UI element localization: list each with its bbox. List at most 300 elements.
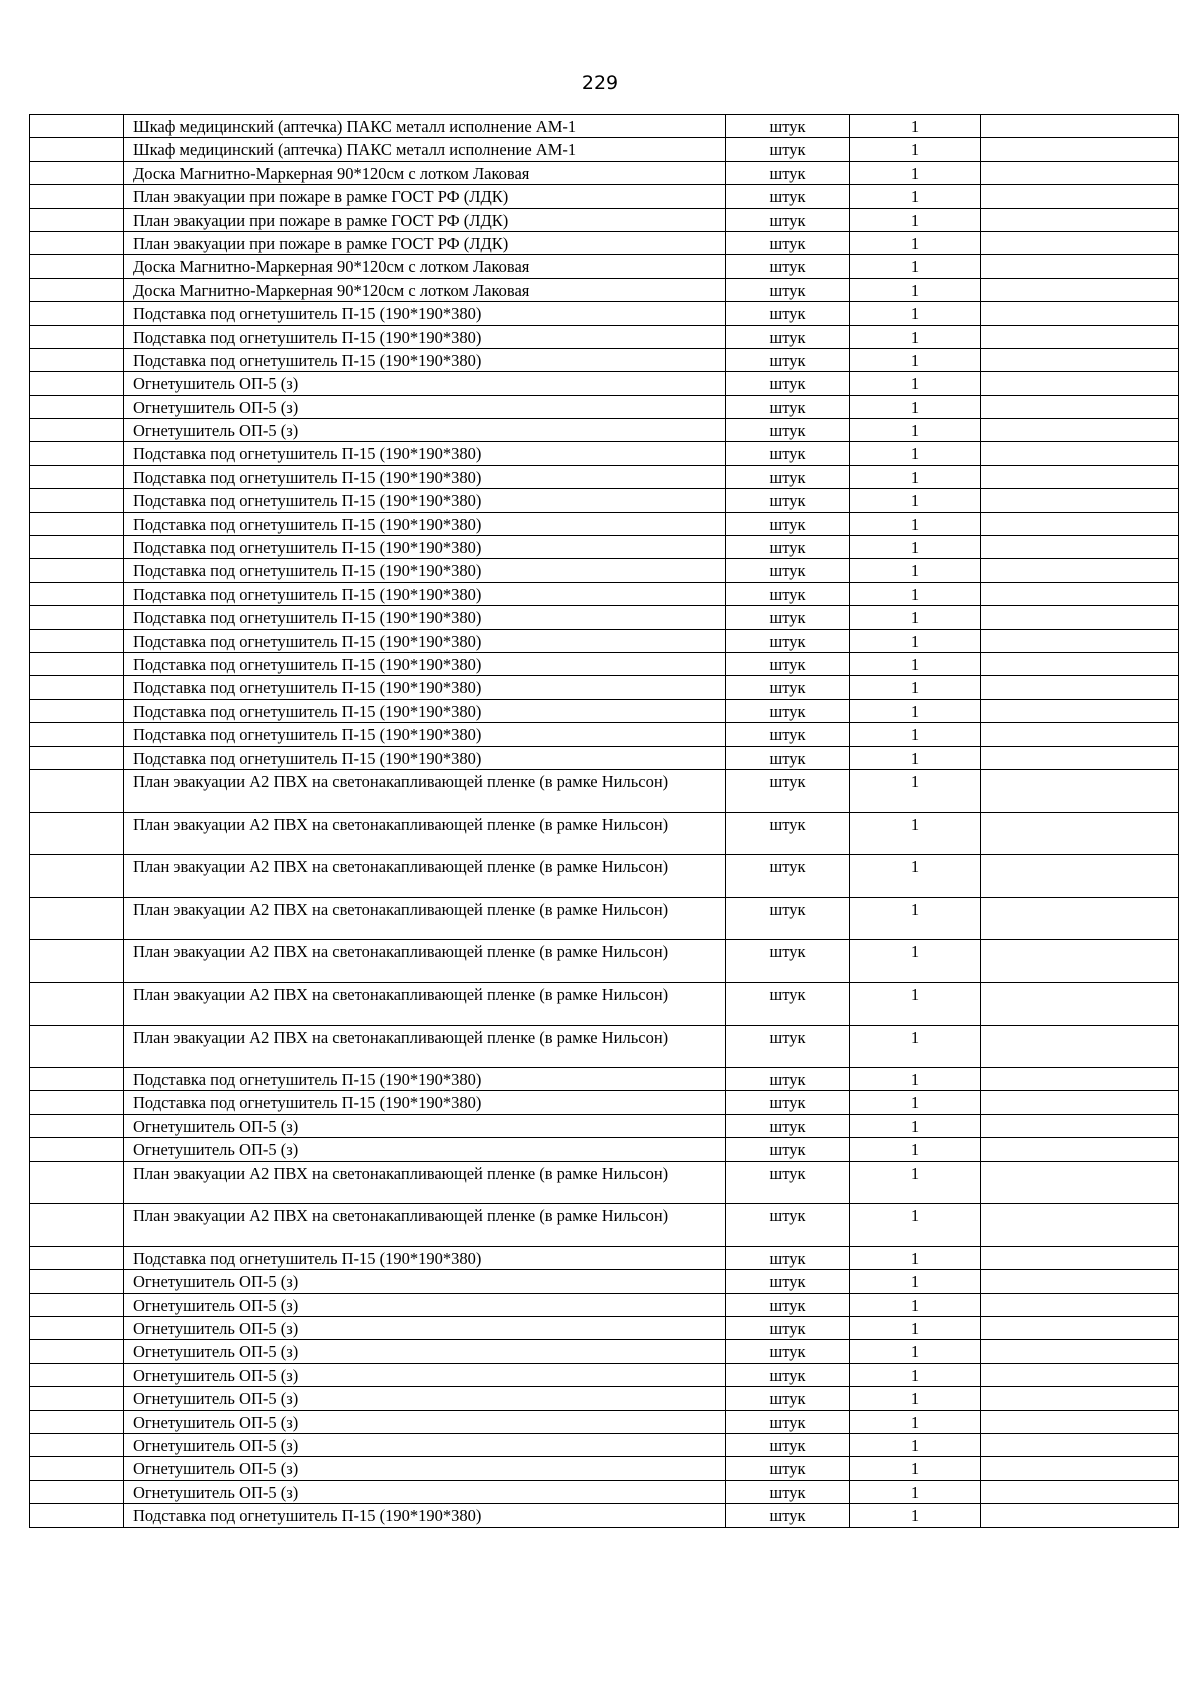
- item-quantity-text: 1: [910, 257, 920, 277]
- row-number-cell: [30, 1068, 124, 1091]
- item-name-cell: [124, 559, 726, 582]
- item-unit-text: штук: [769, 467, 806, 487]
- item-quantity-cell: [850, 395, 981, 418]
- item-quantity-cell: [850, 1161, 981, 1204]
- row-number-cell: [30, 723, 124, 746]
- item-unit-text: штук: [769, 984, 806, 1004]
- item-note-cell: [981, 769, 1179, 812]
- item-quantity-cell: [850, 940, 981, 983]
- item-name-cell: [124, 1161, 726, 1204]
- table-row: [30, 940, 1179, 983]
- item-unit-cell: [726, 419, 850, 442]
- row-number-cell: [30, 138, 124, 161]
- row-number-cell: [30, 231, 124, 254]
- table-row: [30, 1246, 1179, 1269]
- table-row: [30, 1091, 1179, 1114]
- item-unit-text: штук: [769, 748, 806, 768]
- table-row: [30, 699, 1179, 722]
- row-number-cell: [30, 652, 124, 675]
- item-note-cell: [981, 1204, 1179, 1247]
- row-number-cell: [30, 559, 124, 582]
- item-unit-cell: [726, 115, 850, 138]
- table-row: [30, 302, 1179, 325]
- item-note-cell: [981, 1138, 1179, 1161]
- item-unit-cell: [726, 138, 850, 161]
- item-quantity-text: 1: [910, 654, 920, 674]
- item-name-cell: [124, 255, 726, 278]
- item-quantity-cell: [850, 559, 981, 582]
- item-name-text: Подставка под огнетушитель П-15 (190*190*380): [133, 467, 482, 487]
- item-quantity-cell: [850, 855, 981, 898]
- item-note-cell: [981, 1363, 1179, 1386]
- item-quantity-cell: [850, 606, 981, 629]
- table-row: [30, 1293, 1179, 1316]
- item-quantity-cell: [850, 278, 981, 301]
- table-row: [30, 676, 1179, 699]
- item-unit-text: штук: [769, 327, 806, 347]
- item-unit-cell: [726, 1387, 850, 1410]
- item-quantity-text: 1: [910, 421, 920, 441]
- item-name-text: Огнетушитель ОП-5 (з): [133, 374, 299, 394]
- item-quantity-cell: [850, 419, 981, 442]
- item-name-cell: [124, 1204, 726, 1247]
- item-note-cell: [981, 231, 1179, 254]
- item-name-cell: [124, 723, 726, 746]
- item-name-text: Подставка под огнетушитель П-15 (190*190*380): [133, 678, 482, 698]
- item-name-text: Огнетушитель ОП-5 (з): [133, 1482, 299, 1502]
- item-note-cell: [981, 1480, 1179, 1503]
- item-unit-text: штук: [769, 814, 806, 834]
- row-number-cell: [30, 278, 124, 301]
- item-note-cell: [981, 606, 1179, 629]
- item-name-cell: [124, 676, 726, 699]
- item-quantity-cell: [850, 489, 981, 512]
- item-unit-text: штук: [769, 1206, 806, 1226]
- table-row: [30, 652, 1179, 675]
- item-unit-text: штук: [769, 538, 806, 558]
- item-quantity-cell: [850, 536, 981, 559]
- item-unit-cell: [726, 465, 850, 488]
- item-unit-text: штук: [769, 233, 806, 253]
- item-name-cell: [124, 1293, 726, 1316]
- table-row: [30, 982, 1179, 1025]
- table-row: [30, 255, 1179, 278]
- item-unit-text: штук: [769, 857, 806, 877]
- item-name-text: План эвакуации при пожаре в рамке ГОСТ РФ (ЛДК): [133, 187, 509, 207]
- item-unit-text: штук: [769, 899, 806, 919]
- item-unit-cell: [726, 1204, 850, 1247]
- item-quantity-text: 1: [910, 1482, 920, 1502]
- item-quantity-cell: [850, 897, 981, 940]
- item-quantity-text: 1: [910, 140, 920, 160]
- item-note-cell: [981, 1270, 1179, 1293]
- item-note-cell: [981, 1457, 1179, 1480]
- item-name-cell: [124, 231, 726, 254]
- table-row: [30, 278, 1179, 301]
- item-name-text: Подставка под огнетушитель П-15 (190*190*380): [133, 350, 482, 370]
- row-number-cell: [30, 1293, 124, 1316]
- item-note-cell: [981, 582, 1179, 605]
- item-note-cell: [981, 1091, 1179, 1114]
- item-name-text: Подставка под огнетушитель П-15 (190*190*380): [133, 1248, 482, 1268]
- item-note-cell: [981, 812, 1179, 855]
- table-row: [30, 1457, 1179, 1480]
- item-unit-cell: [726, 161, 850, 184]
- item-unit-text: штук: [769, 187, 806, 207]
- item-name-cell: [124, 1433, 726, 1456]
- item-unit-cell: [726, 940, 850, 983]
- item-quantity-text: 1: [910, 514, 920, 534]
- item-name-text: План эвакуации А2 ПВХ на светонакапливающей пленке (в рамке Нильсон): [133, 942, 669, 962]
- item-name-text: Подставка под огнетушитель П-15 (190*190*380): [133, 561, 482, 581]
- item-quantity-cell: [850, 161, 981, 184]
- row-number-cell: [30, 769, 124, 812]
- row-number-cell: [30, 1246, 124, 1269]
- item-unit-text: штук: [769, 1342, 806, 1362]
- item-quantity-text: 1: [910, 1435, 920, 1455]
- item-unit-text: штук: [769, 514, 806, 534]
- item-name-text: План эвакуации при пожаре в рамке ГОСТ РФ (ЛДК): [133, 210, 509, 230]
- row-number-cell: [30, 606, 124, 629]
- item-name-cell: [124, 1340, 726, 1363]
- item-unit-cell: [726, 1068, 850, 1091]
- table-row: [30, 1363, 1179, 1386]
- item-note-cell: [981, 325, 1179, 348]
- item-name-cell: [124, 582, 726, 605]
- item-name-cell: [124, 1410, 726, 1433]
- item-name-text: План эвакуации А2 ПВХ на светонакапливающей пленке (в рамке Нильсон): [133, 899, 669, 919]
- item-quantity-text: 1: [910, 1365, 920, 1385]
- row-number-cell: [30, 348, 124, 371]
- table-row: [30, 325, 1179, 348]
- item-note-cell: [981, 348, 1179, 371]
- item-quantity-cell: [850, 1138, 981, 1161]
- table-row: [30, 855, 1179, 898]
- item-quantity-cell: [850, 1114, 981, 1137]
- item-name-cell: [124, 1363, 726, 1386]
- item-name-cell: [124, 1480, 726, 1503]
- item-unit-cell: [726, 652, 850, 675]
- item-unit-text: штук: [769, 1116, 806, 1136]
- item-unit-text: штук: [769, 1272, 806, 1292]
- row-number-cell: [30, 676, 124, 699]
- item-unit-cell: [726, 1363, 850, 1386]
- item-unit-text: штук: [769, 421, 806, 441]
- page-number: 229: [581, 72, 619, 94]
- item-unit-text: штук: [769, 725, 806, 745]
- item-quantity-cell: [850, 1457, 981, 1480]
- item-quantity-text: 1: [910, 899, 920, 919]
- table-row: [30, 723, 1179, 746]
- table-row: [30, 1138, 1179, 1161]
- item-name-cell: [124, 419, 726, 442]
- table-row: [30, 897, 1179, 940]
- table-row: [30, 1387, 1179, 1410]
- row-number-cell: [30, 1204, 124, 1247]
- item-quantity-text: 1: [910, 304, 920, 324]
- item-name-text: Подставка под огнетушитель П-15 (190*190*380): [133, 584, 482, 604]
- item-unit-text: штук: [769, 1482, 806, 1502]
- item-quantity-cell: [850, 1068, 981, 1091]
- row-number-cell: [30, 1340, 124, 1363]
- row-number-cell: [30, 395, 124, 418]
- row-number-cell: [30, 1480, 124, 1503]
- item-unit-text: штук: [769, 942, 806, 962]
- item-name-text: Огнетушитель ОП-5 (з): [133, 1389, 299, 1409]
- item-quantity-text: 1: [910, 444, 920, 464]
- row-number-cell: [30, 699, 124, 722]
- item-unit-text: штук: [769, 304, 806, 324]
- item-name-text: Огнетушитель ОП-5 (з): [133, 1459, 299, 1479]
- row-number-cell: [30, 115, 124, 138]
- item-unit-cell: [726, 536, 850, 559]
- item-quantity-text: 1: [910, 1248, 920, 1268]
- table-row: [30, 161, 1179, 184]
- item-unit-cell: [726, 629, 850, 652]
- item-quantity-text: 1: [910, 1140, 920, 1160]
- item-unit-cell: [726, 769, 850, 812]
- row-number-cell: [30, 325, 124, 348]
- item-note-cell: [981, 1246, 1179, 1269]
- item-unit-cell: [726, 1410, 850, 1433]
- item-name-cell: [124, 536, 726, 559]
- item-name-cell: [124, 1457, 726, 1480]
- row-number-cell: [30, 1317, 124, 1340]
- item-note-cell: [981, 746, 1179, 769]
- table-row: [30, 231, 1179, 254]
- item-name-cell: [124, 302, 726, 325]
- table-row: [30, 1161, 1179, 1204]
- row-number-cell: [30, 1114, 124, 1137]
- item-note-cell: [981, 185, 1179, 208]
- row-number-cell: [30, 940, 124, 983]
- item-name-text: Огнетушитель ОП-5 (з): [133, 421, 299, 441]
- table-row: [30, 559, 1179, 582]
- item-quantity-text: 1: [910, 163, 920, 183]
- item-quantity-cell: [850, 1293, 981, 1316]
- item-unit-cell: [726, 372, 850, 395]
- row-number-cell: [30, 1387, 124, 1410]
- item-name-cell: [124, 1504, 726, 1527]
- item-unit-text: штук: [769, 1093, 806, 1113]
- item-unit-text: штук: [769, 1248, 806, 1268]
- table-row: [30, 512, 1179, 535]
- item-quantity-cell: [850, 629, 981, 652]
- item-name-text: Подставка под огнетушитель П-15 (190*190*380): [133, 1093, 482, 1113]
- item-name-text: План эвакуации А2 ПВХ на светонакапливающей пленке (в рамке Нильсон): [133, 1027, 669, 1047]
- row-number-cell: [30, 1363, 124, 1386]
- item-name-text: Огнетушитель ОП-5 (з): [133, 397, 299, 417]
- item-name-cell: [124, 652, 726, 675]
- item-note-cell: [981, 1293, 1179, 1316]
- row-number-cell: [30, 855, 124, 898]
- item-name-text: План эвакуации А2 ПВХ на светонакапливающей пленке (в рамке Нильсон): [133, 984, 669, 1004]
- item-quantity-text: 1: [910, 1027, 920, 1047]
- row-number-cell: [30, 512, 124, 535]
- item-quantity-text: 1: [910, 857, 920, 877]
- item-unit-cell: [726, 676, 850, 699]
- item-name-text: Подставка под огнетушитель П-15 (190*190*380): [133, 444, 482, 464]
- item-unit-text: штук: [769, 1459, 806, 1479]
- item-name-text: Шкаф медицинский (аптечка) ПАКС металл исполнение АМ-1: [133, 117, 577, 136]
- item-quantity-cell: [850, 1480, 981, 1503]
- item-quantity-cell: [850, 812, 981, 855]
- item-note-cell: [981, 419, 1179, 442]
- item-name-cell: [124, 512, 726, 535]
- item-quantity-text: 1: [910, 374, 920, 394]
- item-quantity-text: 1: [910, 1116, 920, 1136]
- table-row: [30, 1433, 1179, 1456]
- item-quantity-cell: [850, 231, 981, 254]
- item-quantity-cell: [850, 1340, 981, 1363]
- row-number-cell: [30, 1138, 124, 1161]
- item-name-text: Подставка под огнетушитель П-15 (190*190*380): [133, 608, 482, 628]
- item-unit-cell: [726, 1114, 850, 1137]
- table-row: [30, 419, 1179, 442]
- item-name-cell: [124, 812, 726, 855]
- item-note-cell: [981, 208, 1179, 231]
- item-name-cell: [124, 606, 726, 629]
- item-quantity-text: 1: [910, 1295, 920, 1315]
- item-quantity-text: 1: [910, 608, 920, 628]
- item-unit-cell: [726, 255, 850, 278]
- item-unit-cell: [726, 1457, 850, 1480]
- item-quantity-text: 1: [910, 467, 920, 487]
- row-number-cell: [30, 629, 124, 652]
- row-number-cell: [30, 185, 124, 208]
- row-number-cell: [30, 1091, 124, 1114]
- item-quantity-cell: [850, 1204, 981, 1247]
- table-row: [30, 1340, 1179, 1363]
- item-name-text: Подставка под огнетушитель П-15 (190*190*380): [133, 1070, 482, 1090]
- item-unit-text: штук: [769, 1365, 806, 1385]
- item-name-cell: [124, 138, 726, 161]
- item-name-text: Огнетушитель ОП-5 (з): [133, 1319, 299, 1339]
- item-note-cell: [981, 723, 1179, 746]
- row-number-cell: [30, 208, 124, 231]
- item-quantity-text: 1: [910, 210, 920, 230]
- item-quantity-cell: [850, 465, 981, 488]
- table-row: [30, 629, 1179, 652]
- table-row: [30, 465, 1179, 488]
- item-note-cell: [981, 372, 1179, 395]
- item-unit-text: штук: [769, 1070, 806, 1090]
- item-note-cell: [981, 1433, 1179, 1456]
- row-number-cell: [30, 1433, 124, 1456]
- item-name-text: План эвакуации А2 ПВХ на светонакапливающей пленке (в рамке Нильсон): [133, 1206, 669, 1226]
- item-quantity-cell: [850, 185, 981, 208]
- item-unit-cell: [726, 1246, 850, 1269]
- item-name-cell: [124, 348, 726, 371]
- item-name-cell: [124, 1387, 726, 1410]
- table-row: [30, 1410, 1179, 1433]
- item-unit-cell: [726, 278, 850, 301]
- item-unit-text: штук: [769, 1389, 806, 1409]
- item-quantity-text: 1: [910, 491, 920, 511]
- item-name-cell: [124, 489, 726, 512]
- item-name-cell: [124, 1270, 726, 1293]
- item-quantity-cell: [850, 372, 981, 395]
- item-name-text: Подставка под огнетушитель П-15 (190*190*380): [133, 491, 482, 511]
- item-note-cell: [981, 161, 1179, 184]
- item-note-cell: [981, 395, 1179, 418]
- item-unit-cell: [726, 606, 850, 629]
- table-row: [30, 812, 1179, 855]
- item-quantity-cell: [850, 1504, 981, 1527]
- item-unit-text: штук: [769, 444, 806, 464]
- item-note-cell: [981, 1504, 1179, 1527]
- item-quantity-cell: [850, 1025, 981, 1068]
- item-name-text: План эвакуации А2 ПВХ на светонакапливающей пленке (в рамке Нильсон): [133, 814, 669, 834]
- item-quantity-text: 1: [910, 327, 920, 347]
- item-quantity-cell: [850, 1387, 981, 1410]
- item-unit-text: штук: [769, 701, 806, 721]
- item-unit-cell: [726, 231, 850, 254]
- item-quantity-text: 1: [910, 631, 920, 651]
- item-unit-text: штук: [769, 1435, 806, 1455]
- table-row: [30, 1480, 1179, 1503]
- item-quantity-cell: [850, 115, 981, 138]
- item-note-cell: [981, 676, 1179, 699]
- item-name-text: Подставка под огнетушитель П-15 (190*190*380): [133, 1506, 482, 1526]
- item-note-cell: [981, 512, 1179, 535]
- item-name-text: Шкаф медицинский (аптечка) ПАКС металл исполнение АМ-1: [133, 140, 577, 160]
- item-unit-cell: [726, 1025, 850, 1068]
- item-quantity-text: 1: [910, 561, 920, 581]
- item-name-cell: [124, 1246, 726, 1269]
- item-note-cell: [981, 699, 1179, 722]
- item-quantity-text: 1: [910, 1506, 920, 1526]
- item-note-cell: [981, 1317, 1179, 1340]
- item-unit-text: штук: [769, 678, 806, 698]
- item-name-text: Подставка под огнетушитель П-15 (190*190*380): [133, 538, 482, 558]
- item-quantity-text: 1: [910, 1206, 920, 1226]
- row-number-cell: [30, 1161, 124, 1204]
- row-number-cell: [30, 582, 124, 605]
- item-note-cell: [981, 115, 1179, 138]
- item-name-cell: [124, 855, 726, 898]
- item-unit-cell: [726, 1091, 850, 1114]
- item-unit-cell: [726, 302, 850, 325]
- item-unit-text: штук: [769, 1140, 806, 1160]
- item-note-cell: [981, 489, 1179, 512]
- table-row: [30, 442, 1179, 465]
- item-quantity-text: 1: [910, 117, 920, 136]
- item-note-cell: [981, 1387, 1179, 1410]
- table-row: [30, 185, 1179, 208]
- item-name-cell: [124, 1091, 726, 1114]
- item-name-cell: [124, 395, 726, 418]
- item-unit-text: штук: [769, 1295, 806, 1315]
- item-name-cell: [124, 278, 726, 301]
- item-unit-text: штук: [769, 374, 806, 394]
- table-row: [30, 1068, 1179, 1091]
- item-unit-cell: [726, 1433, 850, 1456]
- item-note-cell: [981, 1161, 1179, 1204]
- item-unit-cell: [726, 1161, 850, 1204]
- item-quantity-text: 1: [910, 1319, 920, 1339]
- item-unit-text: штук: [769, 608, 806, 628]
- item-unit-text: штук: [769, 561, 806, 581]
- item-unit-text: штук: [769, 117, 806, 136]
- item-quantity-cell: [850, 1317, 981, 1340]
- item-name-text: Огнетушитель ОП-5 (з): [133, 1412, 299, 1432]
- item-name-text: Подставка под огнетушитель П-15 (190*190*380): [133, 514, 482, 534]
- table-row: [30, 1204, 1179, 1247]
- item-unit-text: штук: [769, 1027, 806, 1047]
- item-quantity-text: 1: [910, 701, 920, 721]
- row-number-cell: [30, 897, 124, 940]
